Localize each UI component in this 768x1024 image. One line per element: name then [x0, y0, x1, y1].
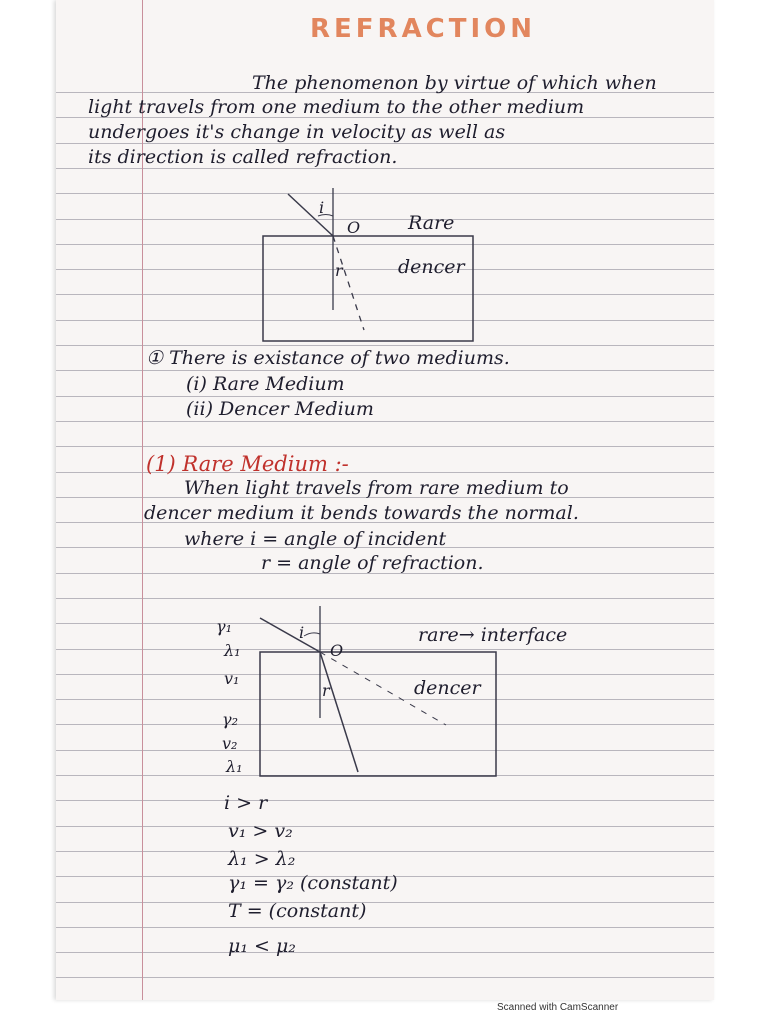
diagram2-label-denser: dencer — [414, 677, 481, 699]
ruled-line — [56, 446, 714, 447]
ruled-line — [56, 851, 714, 852]
diagram2-left-label-lambda1-bottom: λ₁ — [226, 757, 243, 776]
section-heading-rare-medium: (1) Rare Medium :- — [146, 452, 349, 476]
denser-medium-box-1 — [263, 236, 473, 341]
page-title: REFRACTION — [310, 14, 537, 44]
section1-line-2: dencer medium it bends towards the normal. — [144, 502, 579, 524]
intro-line-2: light travels from one medium to the other medium — [88, 96, 585, 118]
ruled-line — [56, 977, 714, 978]
ruled-line — [56, 800, 714, 801]
refracted-ray-2 — [320, 652, 358, 772]
diagram1-label-o: O — [347, 218, 361, 237]
ruled-line — [56, 902, 714, 903]
ruled-line — [56, 168, 714, 169]
point-1-rare: (i) Rare Medium — [186, 373, 345, 395]
section1-line-1: When light travels from rare medium to — [184, 477, 569, 499]
ruled-line — [56, 927, 714, 928]
ruled-line — [56, 396, 714, 397]
intro-line-1: The phenomenon by virtue of which when — [252, 72, 657, 94]
diagram2-left-label-lambda1: λ₁ — [224, 641, 241, 660]
ruled-line — [56, 826, 714, 827]
ruled-line — [56, 370, 714, 371]
ruled-line — [56, 143, 714, 144]
angle-arc-i-2 — [304, 633, 320, 636]
section1-line-3: where i = angle of incident — [184, 528, 447, 550]
diagram1-label-i: i — [319, 198, 325, 217]
diagram2-left-label-gamma1: γ₁ — [216, 617, 232, 636]
scanner-watermark: Scanned with CamScanner — [497, 1002, 619, 1013]
relation-4: γ₁ = γ₂ (constant) — [228, 872, 398, 894]
refracted-ray-1 — [333, 236, 364, 330]
diagram2-left-label-v2: v₂ — [222, 734, 238, 753]
point-1: ① There is existance of two mediums. — [146, 347, 510, 369]
diagram1-label-rare: Rare — [408, 212, 455, 234]
relation-6: μ₁ < μ₂ — [228, 935, 296, 957]
incident-ray-2 — [260, 618, 320, 652]
intro-line-4: its direction is called refraction. — [88, 146, 398, 168]
diagram2-left-label-gamma2: γ₂ — [222, 710, 238, 729]
ruled-line — [56, 952, 714, 953]
relation-5: T = (constant) — [228, 900, 367, 922]
relation-2: v₁ > v₂ — [228, 820, 293, 842]
diagram2-label-i: i — [299, 623, 305, 642]
ruled-line — [56, 421, 714, 422]
diagram1-label-r: r — [335, 261, 343, 280]
notebook-page — [56, 0, 714, 1000]
ruled-line — [56, 598, 714, 599]
section1-line-4: r = angle of refraction. — [261, 552, 484, 574]
relation-1: i > r — [224, 792, 268, 814]
diagram2-label-rare-interface: rare→ interface — [418, 624, 568, 646]
relation-3: λ₁ > λ₂ — [228, 848, 296, 870]
diagram1-label-denser: dencer — [398, 256, 465, 278]
refraction-diagram-2 — [56, 600, 714, 790]
diagram2-left-label-v1: v₁ — [224, 669, 240, 688]
diagram2-label-r: r — [322, 681, 330, 700]
intro-line-3: undergoes it's change in velocity as well as — [88, 121, 506, 143]
point-1-dencer: (ii) Dencer Medium — [186, 398, 374, 420]
diagram2-label-o: O — [330, 641, 344, 660]
refraction-diagram-1 — [56, 180, 714, 350]
denser-medium-box-2 — [260, 652, 496, 776]
